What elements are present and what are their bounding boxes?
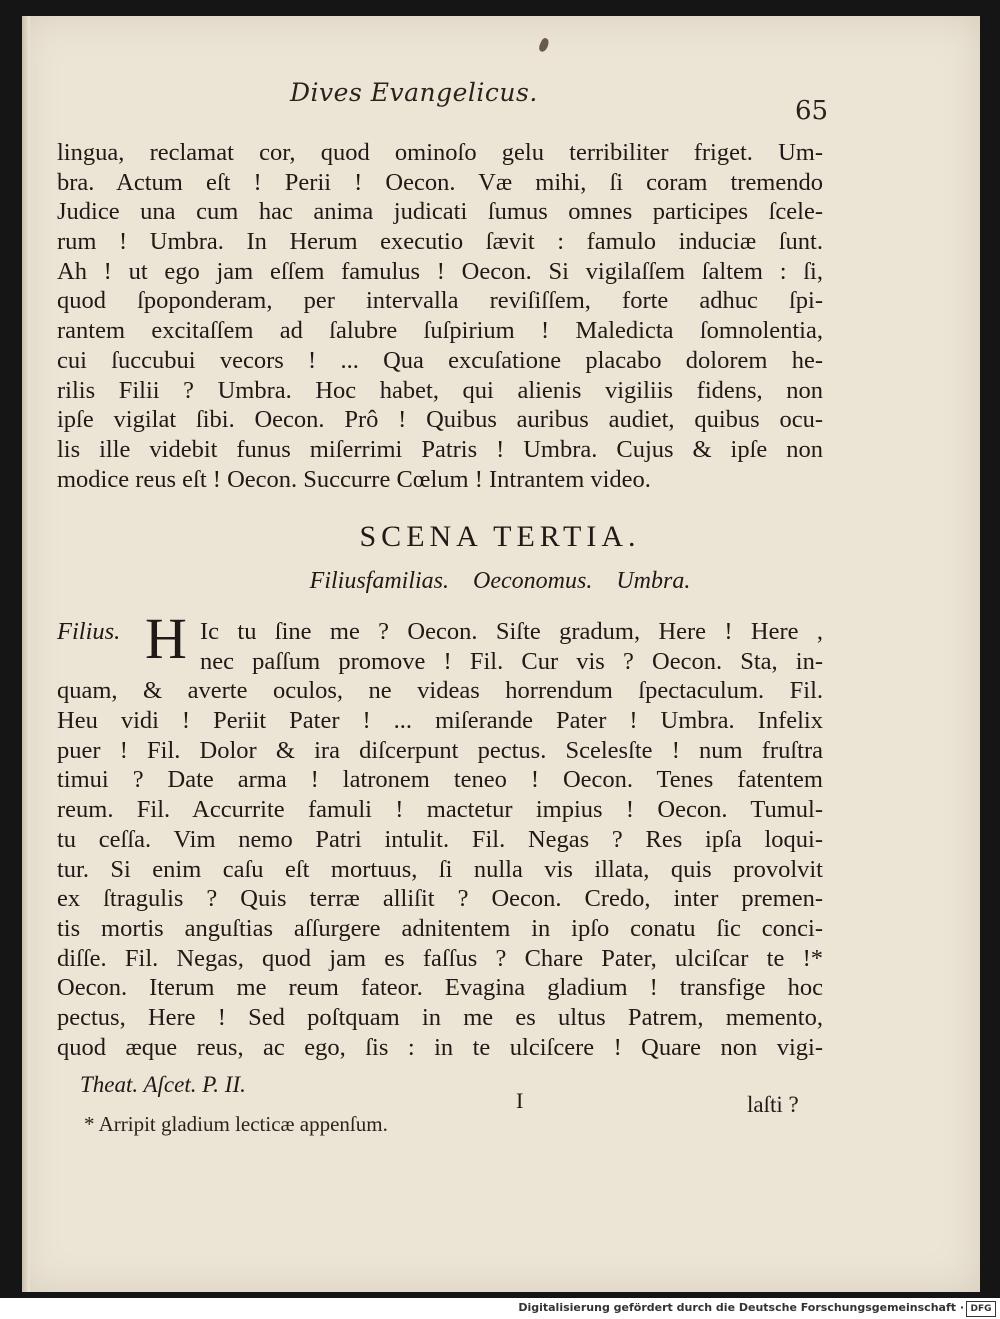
text-line: Oecon. Iterum me reum fateor. Evagina gladium ! transfige hoc bbox=[57, 974, 823, 1002]
text-line: rantem excitaſſem ad ſalubre ſuſpirium ! Maledicta ſomnolentia, bbox=[57, 317, 823, 345]
text-line: cui ſuccubui vecors ! ... Qua excuſatione placabo dolorem he- bbox=[57, 346, 823, 374]
dfg-footer-bar bbox=[0, 1298, 1000, 1319]
text-line: modice reus eſt ! Oecon. Succurre Cœlum ! Intrantem video. bbox=[57, 465, 651, 493]
text-line: Ah ! ut ego jam eſſem famulus ! Oecon. Si vigilaſſem ſaltem : ſi, bbox=[57, 257, 823, 285]
text-block-2 bbox=[57, 676, 823, 1062]
dfg-logo-icon: DFG bbox=[966, 1301, 996, 1317]
text-line: tu ceſſa. Vim nemo Patri intulit. Fil. Negas ? Res ipſa loqui- bbox=[57, 825, 823, 853]
text-line: Judice una cum hac anima judicati ſumus omnes participes ſcele- bbox=[57, 198, 823, 226]
text-line: puer ! Fil. Dolor & ira diſcerpunt pectus. Scelesſte ! num fruſtra bbox=[57, 736, 823, 764]
text-line: Ic tu ſine me ? Oecon. Siſte gradum, Here ! Here , bbox=[200, 618, 823, 645]
catchword: laſti ? bbox=[747, 1092, 799, 1117]
text-block-1 bbox=[57, 138, 823, 494]
text-line: pectus, Here ! Sed poſtquam in me es ultus Patrem, memento, bbox=[57, 1003, 823, 1031]
text-line: quam, & averte oculos, ne videas horrendum ſpectaculum. Fil. bbox=[57, 677, 823, 705]
text-line: quod ſpoponderam, per intervalla reviſiſſem, forte adhuc ſpi- bbox=[57, 287, 823, 315]
text-line: tur. Si enim caſu eſt mortuus, ſi nulla vis illata, quis provolvit bbox=[57, 855, 823, 883]
text-line: rum ! Umbra. In Herum executio ſævit : famulo induciæ ſunt. bbox=[57, 228, 823, 256]
text-line: lingua, reclamat cor, quod ominoſo gelu terribiliter friget. Um- bbox=[57, 139, 823, 166]
signature-mark: I bbox=[516, 1088, 524, 1113]
footnote: * Arripit gladium lecticæ appenſum. bbox=[84, 1112, 388, 1136]
text-line: rilis Filii ? Umbra. Hoc habet, qui alienis vigiliis fidens, non bbox=[57, 376, 823, 404]
text-line: Heu vidi ! Periit Pater ! ... miſerande Pater ! Umbra. Infelix bbox=[57, 707, 823, 735]
speaker-tag: Filius. bbox=[57, 618, 121, 645]
indented-lines bbox=[200, 617, 823, 676]
text-line: diſſe. Fil. Negas, quod jam es faſſus ? Chare Pater, ulciſcar te !* bbox=[57, 944, 823, 972]
text-line: timui ? Date arma ! latronem teneo ! Oecon. Tenes fatentem bbox=[57, 766, 823, 794]
dfg-notice: Digitalisierung gefördert durch die Deutsche Forschungsgemeinschaft · bbox=[518, 1301, 964, 1314]
text-line: ipſe vigilat ſibi. Oecon. Prô ! Quibus auribus audiet, quibus ocu- bbox=[57, 406, 823, 434]
page-number: 65 bbox=[795, 96, 829, 126]
text-line: reum. Fil. Accurrite famuli ! mactetur impius ! Oecon. Tumul- bbox=[57, 796, 823, 824]
drop-cap: H bbox=[145, 606, 187, 671]
running-head: Dives Evangelicus. bbox=[290, 78, 538, 107]
text-line: bra. Actum eſt ! Perii ! Oecon. Væ mihi, ſi coram tremendo bbox=[57, 168, 823, 196]
scene-title: SCENA TERTIA. bbox=[359, 520, 641, 553]
page-gutter-edge bbox=[22, 16, 30, 1292]
text-line: lis ille videbit funus miſerrimi Patris ! Umbra. Cujus & ipſe non bbox=[57, 435, 823, 463]
text-line: tis mortis anguſtias aſſurgere adnitentem in ipſo conatu ſic conci- bbox=[57, 914, 823, 942]
text-line: ex ſtragulis ? Quis terræ alliſit ? Oecon. Credo, inter premen- bbox=[57, 885, 823, 913]
text-line: nec paſſum promove ! Fil. Cur vis ? Oecon. Sta, in- bbox=[200, 647, 823, 675]
text-line: quod æque reus, ac ego, ſis : in te ulciſcere ! Quare non vigi- bbox=[57, 1033, 823, 1061]
source-reference: Theat. Aſcet. P. II. bbox=[80, 1072, 246, 1097]
scene-cast: Filiusfamilias. Oeconomus. Umbra. bbox=[309, 568, 691, 594]
